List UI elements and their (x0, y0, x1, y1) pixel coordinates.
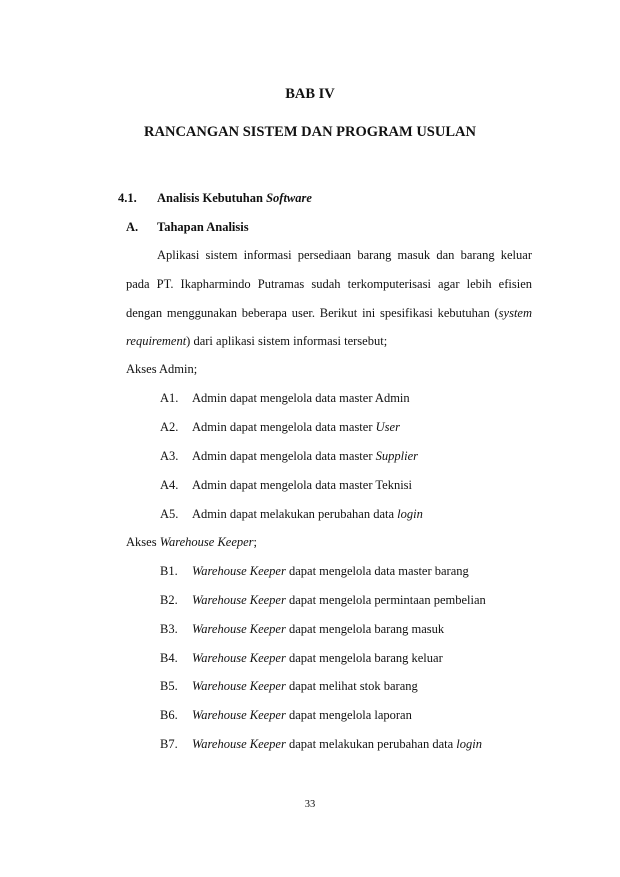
paragraph-line-4-text: ) dari aplikasi sistem informasi tersebut; (186, 334, 388, 348)
paragraph-line-4-italic: requirement (126, 334, 187, 348)
warehouse-item-text: Warehouse Keeper dapat mengelola data master barang (192, 564, 469, 578)
warehouse-item-label: B5. (160, 679, 178, 693)
admin-item-text: Admin dapat mengelola data master Admin (192, 391, 410, 405)
warehouse-item-text: Warehouse Keeper dapat melihat stok barang (192, 679, 418, 693)
section-title (157, 191, 312, 206)
admin-item-label: A5. (160, 507, 179, 521)
admin-item-label: A4. (160, 478, 179, 492)
admin-heading: Akses Admin; (126, 362, 198, 376)
paragraph-line-4 (126, 334, 387, 349)
section-title-text: Analisis Kebutuhan (157, 191, 263, 205)
warehouse-item-text: Warehouse Keeper dapat mengelola barang keluar (192, 651, 443, 665)
paragraph-line-1: Aplikasi sistem informasi persediaan barang masuk dan barang keluar (157, 248, 532, 262)
warehouse-item-text: Warehouse Keeper dapat melakukan perubahan data login (192, 737, 482, 751)
warehouse-item-text: Warehouse Keeper dapat mengelola barang masuk (192, 622, 445, 636)
admin-item-label: A2. (160, 420, 179, 434)
warehouse-item-label: B1. (160, 564, 178, 578)
warehouse-item-text: Warehouse Keeper dapat mengelola permintaan pembelian (192, 593, 486, 607)
warehouse-item-label: B6. (160, 708, 178, 722)
paragraph-line-3-text: dengan menggunakan beberapa user. Berikut ini spesifikasi kebutuhan ( (126, 306, 499, 320)
warehouse-item-label: B2. (160, 593, 178, 607)
admin-item-label: A1. (160, 391, 179, 405)
warehouse-item-label: B3. (160, 622, 178, 636)
subsection-title: Tahapan Analisis (157, 220, 249, 234)
admin-item-text: Admin dapat mengelola data master Supplier (192, 449, 418, 463)
warehouse-item-text: Warehouse Keeper dapat mengelola laporan (192, 708, 412, 722)
admin-item-label: A3. (160, 449, 179, 463)
section-title-italic: Software (266, 191, 312, 205)
warehouse-item-label: B7. (160, 737, 178, 751)
admin-item-text: Admin dapat mengelola data master User (192, 420, 400, 434)
chapter-number: BAB IV (285, 86, 335, 102)
subsection-number: A. (126, 220, 139, 234)
paragraph-line-3 (126, 306, 532, 321)
admin-item-text: Admin dapat melakukan perubahan data login (192, 507, 423, 521)
page-number: 33 (304, 799, 316, 810)
chapter-title: RANCANGAN SISTEM DAN PROGRAM USULAN (144, 124, 476, 140)
warehouse-item-label: B4. (160, 651, 178, 665)
paragraph-line-2: pada PT. Ikapharmindo Putramas sudah terkomputerisasi agar lebih efisien (126, 277, 532, 291)
section-number: 4.1. (118, 191, 137, 205)
warehouse-heading: Akses Warehouse Keeper; (126, 535, 258, 549)
admin-item-text: Admin dapat mengelola data master Teknisi (192, 478, 413, 492)
paragraph-line-3-italic: system (498, 306, 532, 320)
